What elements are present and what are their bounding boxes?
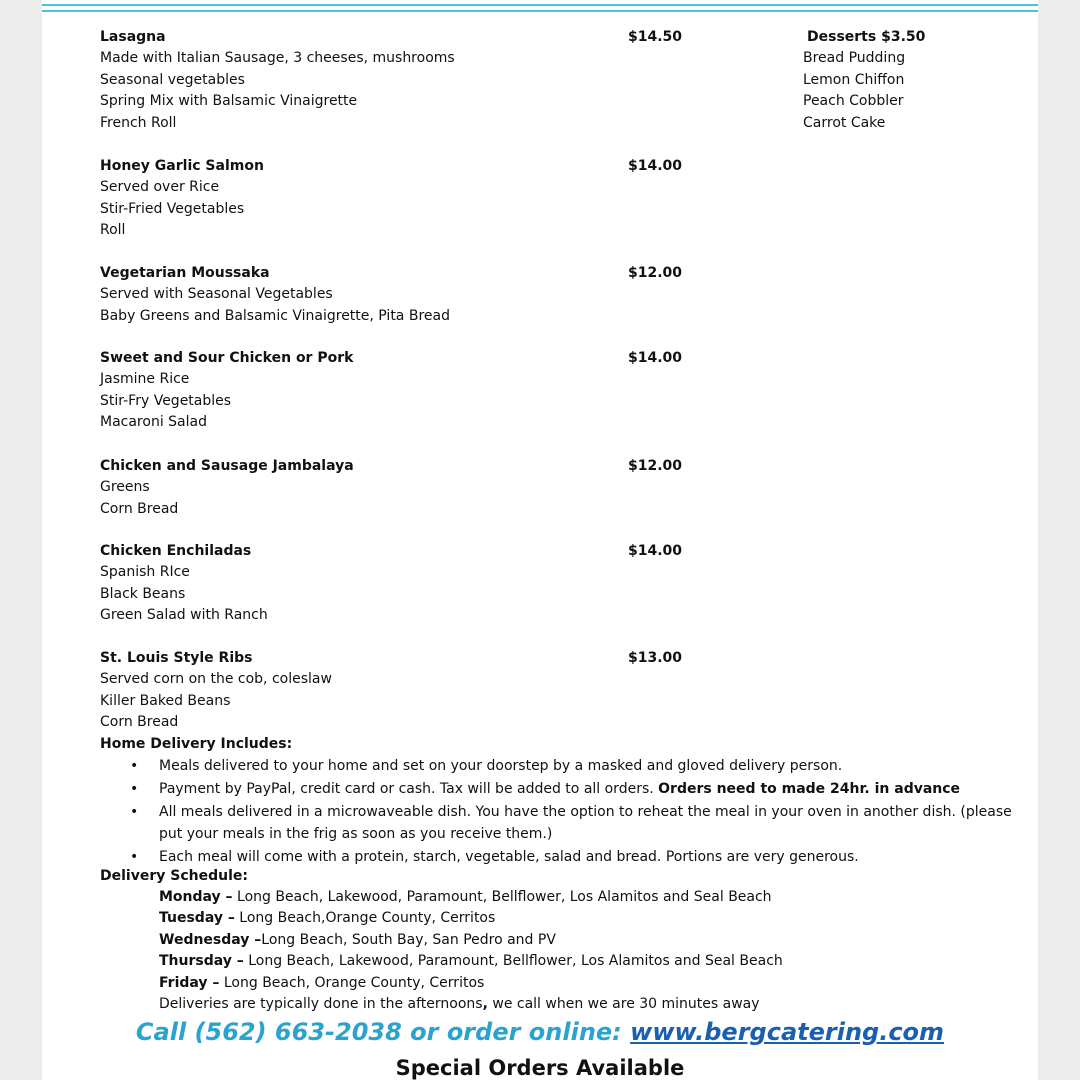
schedule-day: Tuesday – [159, 910, 235, 927]
dish-line: Greens [100, 479, 150, 496]
dessert-item: Bread Pudding [803, 50, 906, 67]
dish-line: Macaroni Salad [100, 414, 207, 431]
bullet-dot-icon: • [130, 804, 139, 820]
dish-line: Jasmine Rice [100, 371, 190, 388]
dish-name: Chicken Enchiladas [100, 543, 252, 559]
call-to-action [42, 1018, 1038, 1046]
schedule-day: Monday – [159, 889, 233, 905]
dish-line: Green Salad with Ranch [100, 607, 268, 624]
dish-name: Lasagna [100, 29, 166, 45]
dish-line: Corn Bread [100, 500, 179, 517]
bullet-item [100, 778, 1000, 800]
delivery-bullets [100, 755, 1012, 868]
schedule-areas: Long Beach, Lakewood, Paramount, Bellflower, Los Alamitos and Seal Beach [232, 889, 772, 905]
menu-page [42, 0, 1038, 1080]
bullet-item [100, 801, 1012, 845]
desserts-title: Desserts $3.50 [807, 29, 926, 45]
dish-name: Chicken and Sausage Jambalaya [100, 458, 354, 474]
note-comma: , [482, 995, 488, 1012]
note-text: we call when we are 30 minutes away [487, 995, 760, 1012]
dish-chicken-enchiladas [100, 541, 740, 627]
schedule-row [159, 887, 783, 908]
bullet-item [100, 846, 1000, 868]
schedule-areas: Long Beach, South Bay, San Pedro and PV [261, 931, 556, 948]
dish-line: Seasonal vegetables [100, 71, 245, 88]
bullet-dot-icon: • [130, 849, 139, 865]
schedule-areas: Long Beach,Orange County, Cerritos [234, 910, 496, 927]
bullet-text-cont: put your meals in the frig as soon as you receive them.) [159, 826, 553, 842]
dish-name: Honey Garlic Salmon [100, 158, 264, 174]
schedule-areas: Long Beach, Orange County, Cerritos [219, 974, 485, 991]
dish-line: French Roll [100, 114, 177, 131]
schedule-note [159, 994, 783, 1015]
dish-line: Black Beans [100, 585, 186, 602]
dish-sweet-sour-chicken [100, 348, 740, 434]
dish-jambalaya [100, 456, 740, 520]
website-link[interactable]: www.bergcatering.com [630, 1018, 945, 1046]
schedule-areas: Long Beach, Lakewood, Paramount, Bellflower, Los Alamitos and Seal Beach [243, 953, 783, 970]
special-orders: Special Orders Available [395, 1056, 685, 1080]
bullet-text: Each meal will come with a protein, starch, vegetable, salad and bread. Portions are very generous. [159, 849, 859, 865]
dish-line: Baby Greens and Balsamic Vinaigrette, Pita Bread [100, 307, 450, 324]
dish-price: $12.00 [628, 458, 683, 474]
dish-price: $14.00 [628, 543, 683, 559]
call-text: Call (562) 663-2038 or order online: [135, 1018, 631, 1046]
dish-name: Vegetarian Moussaka [100, 265, 270, 281]
dish-vegetarian-moussaka [100, 263, 740, 327]
bullet-bold-text: Orders need to made 24hr. in advance [658, 781, 961, 797]
dish-line: Served corn on the cob, coleslaw [100, 671, 332, 688]
dish-st-louis-ribs [100, 648, 740, 734]
dish-name: St. Louis Style Ribs [100, 650, 253, 666]
schedule-row [159, 908, 783, 929]
bullet-text: Payment by PayPal, credit card or cash. Tax will be added to all orders. [159, 781, 659, 797]
delivery-heading: Home Delivery Includes: [100, 736, 293, 752]
dish-price: $14.00 [628, 158, 683, 174]
schedule-list [159, 887, 783, 1015]
dish-line: Made with Italian Sausage, 3 cheeses, mushrooms [100, 50, 455, 67]
schedule-heading: Delivery Schedule: [100, 868, 248, 884]
dish-lasagna [100, 27, 740, 134]
top-rule [42, 4, 1038, 6]
dish-price: $14.50 [628, 29, 683, 45]
dish-name: Sweet and Sour Chicken or Pork [100, 350, 354, 366]
dish-price: $12.00 [628, 265, 683, 281]
dish-line: Served over Rice [100, 179, 220, 196]
schedule-day: Wednesday – [159, 931, 262, 948]
dessert-item: Carrot Cake [803, 114, 886, 131]
note-text: Deliveries are typically done in the afternoons [159, 995, 483, 1012]
dish-line: Served with Seasonal Vegetables [100, 286, 333, 303]
dish-line: Spanish RIce [100, 564, 190, 581]
dessert-item: Peach Cobbler [803, 93, 904, 110]
dish-line: Roll [100, 222, 126, 239]
dish-price: $13.00 [628, 650, 683, 666]
dish-line: Stir-Fried Vegetables [100, 200, 245, 217]
bullet-dot-icon: • [130, 758, 139, 774]
bullet-text: Meals delivered to your home and set on your doorstep by a masked and gloved delivery person. [159, 758, 843, 774]
schedule-row [159, 951, 783, 972]
dessert-item: Lemon Chiffon [803, 71, 905, 88]
dish-line: Killer Baked Beans [100, 692, 231, 709]
top-rule-2 [42, 10, 1038, 12]
schedule-row [159, 930, 783, 951]
dish-price: $14.00 [628, 350, 683, 366]
dish-honey-garlic-salmon [100, 156, 740, 242]
schedule-day: Thursday – [159, 953, 244, 970]
desserts-section [803, 27, 925, 134]
bullet-item [100, 755, 1000, 777]
bullet-dot-icon: • [130, 781, 139, 797]
bullet-text: All meals delivered in a microwaveable dish. You have the option to reheat the meal in your oven in another dish. (please [159, 804, 1012, 820]
dish-line: Spring Mix with Balsamic Vinaigrette [100, 93, 358, 110]
schedule-row [159, 973, 783, 994]
dish-line: Stir-Fry Vegetables [100, 392, 232, 409]
dish-line: Corn Bread [100, 714, 179, 731]
schedule-day: Friday – [159, 974, 220, 991]
